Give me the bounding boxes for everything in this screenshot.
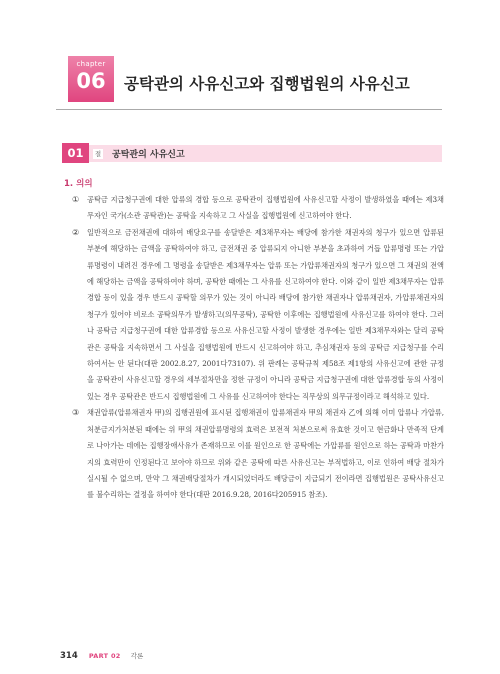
page-footer [60, 643, 143, 662]
paragraph-text: 일반적으로 금전채권에 대하여 배당요구를 송달받은 제3채무자는 배당에 참가한 채권자의 청구가 있으면 압류된 부분에 해당하는 금액을 공탁하여야 하고, 금전채권 중 압류되지 아니한 부분을 초과하여 거듭 압류명령 또는 가압류명령이 내려진 경우에 그 명령을 송달받은 제3채무자는 압류 또는 가압류채권자의 청구가 있으면 그 채권의 전액에 해당하는 금액을 공탁하여야 하며, 공탁한 때에는 그 사유를 신고하여야 한다. 이와 같이 일반 제3채무자는 압류경합 등이 있을 경우 반드시 공탁할 의무가 있는 것이 아니라 배당에 참가한 채권자나 압류채권자, 가압류채권자의 청구가 있어야 비로소 공탁의무가 발생하고(의무공탁), 공탁한 이후에는 집행법원에 사유신고를 하여야 한다. 그러나 공탁금 지급청구권에 대한 압류경합 등으로 사유신고할 사정이 발생한 경우에는 일반 제3채무자와는 달리 공탁관은 공탁을 지속하면서 그 사실을 집행법원에 반드시 신고하여야 하고, 추심채권자 등의 공탁금 지급청구를 수리하여서는 안 된다(대판 2002.8.27, 2001다73107). 위 판례는 공탁규칙 제58조 제1항의 사유신고에 관한 규정을 공탁관이 사유신고할 경우의 세부절차만을 정한 규정이 아니라 공탁금 지급청구권에 대한 압류경합 등의 사정이 있는 경우 공탁관은 반드시 집행법원에 그 사유를 신고하여야 한다는 직무상의 의무규정이라고 해석하고 있다. [87, 227, 444, 401]
page-number: 314 [60, 651, 78, 661]
paragraph-2 [72, 225, 444, 405]
chapter-title: 공탁관의 사유신고와 집행법원의 사유신고 [124, 75, 410, 93]
part-name: 각론 [130, 652, 144, 660]
paragraph-3 [72, 405, 444, 503]
paragraph-1 [72, 192, 444, 225]
paragraph-marker: ① [72, 195, 80, 204]
paragraph-marker: ③ [72, 408, 80, 418]
header-divider [56, 109, 442, 110]
section-header-bar [62, 145, 442, 162]
section-title: 공탁관의 사유신고 [112, 150, 185, 160]
paragraph-text: 채권압류(압류채권자 甲)의 집행권원에 표시된 집행채권이 압류채권자 甲의 채권자 乙에 의해 이미 압류나 가압류, 처분금지가처분된 때에는 위 甲의 채권압류명령의 효력은 보전적 처분으로써 유효한 것이고 현금화나 만족적 단계로 나아가는 데에는 집행장애사유가 존재하므로 이를 원인으로 한 공탁에는 가압류를 원인으로 하는 공탁과 마찬가지의 효력만이 인정된다고 보아야 하므로 위와 같은 공탁에 따른 사유신고는 부적법하고, 이로 인하여 배당 절차가 실시될 수 없으며, 만약 그 채권배당절차가 개시되었더라도 배당금이 지급되기 전이라면 집행법원은 공탁사유신고를 불수리하는 결정을 하여야 한다(대판 2016.9.28, 2016다205915 참조). [87, 408, 444, 500]
paragraph-text: 공탁금 지급청구권에 대한 압류의 경합 등으로 공탁관이 집행법원에 사유신고할 사정이 발생하였을 때에는 제3채무자인 국가(소관 공탁관)는 공탁을 지속하고 그 사실을 집행법원에 신고하여야 한다. [87, 195, 444, 221]
paragraph-marker: ② [72, 227, 80, 237]
section-mark: 절 [94, 150, 102, 158]
chapter-number: 06 [76, 69, 106, 93]
subsection-heading: 1. 의의 [64, 179, 93, 189]
section-number: 01 [62, 143, 89, 163]
chapter-label: chapter [76, 60, 106, 68]
part-label: PART 02 [88, 652, 121, 660]
chapter-badge [68, 56, 114, 102]
body-text [72, 192, 444, 504]
